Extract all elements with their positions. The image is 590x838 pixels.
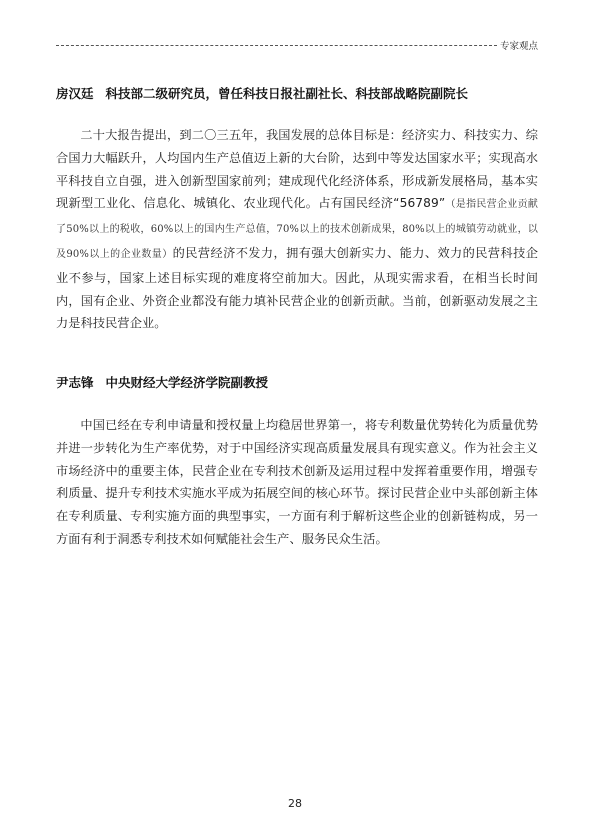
expert-name: 房汉廷 — [56, 86, 94, 101]
header-dashed-rule — [56, 45, 497, 46]
paragraph-text: 中国已经在专利申请量和授权量上均稳居世界第一，将专利数量优势转化为质量优势并进一步转化为生产率优势，对于中国经济实现高质量发展具有现实意义。作为社会主义市场经济中的重要主体，民营企业在专利技术创新及运用过程中发挥着重要作用，增强专利质量、提升专利技术实施水平成为拓展空间的核心环节。探讨民营企业中头部创新主体在专利质量、专利实施方面的典型事实，一方面有利于解析这些企业的创新链构成，另一方面有利于洞悉专利技术如何赋能社会生产、服务民众生活。 — [56, 418, 538, 546]
page-header — [56, 38, 538, 52]
expert-heading-1 — [56, 84, 468, 102]
paragraph-text: 的民营经济不发力，拥有强大创新实力、能力、效力的民营科技企业不参与，国家上述目标实现的难度将空前加大。因此，从现实需求看，在相当长时间内，国有企业、外资企业都没有能力填补民营企业的创新贡献。当前，创新驱动发展之主力是科技民营企业。 — [56, 245, 538, 331]
header-section-label: 专家观点 — [499, 41, 538, 52]
expert-paragraph-2 — [56, 414, 538, 551]
paragraph-text: 二十大报告提出，到二〇三五年，我国发展的总体目标是：经济实力、科技实力、综合国力大幅跃升，人均国内生产总值迈上新的大台阶，达到中等发达国家水平；实现高水平科技自立自强，进入创新型国家前列；建成现代化经济体系，形成新发展格局，基本实现新型工业化、信息化、城镇化、农业现代化。占有国民经济“56789” — [56, 128, 538, 211]
expert-title: 科技部二级研究员，曾任科技日报社副社长、科技部战略院副院长 — [105, 86, 469, 101]
expert-title: 中央财经大学经济学院副教授 — [105, 375, 269, 390]
page-number: 28 — [288, 797, 302, 810]
paragraph-note: （是指民营企业贡献了50%以上的税收，60%以上的国内生产总值，70%以上的技术创新成果，80%以上的城镇劳动就业，以及90%以上的企业数量） — [56, 199, 538, 260]
expert-paragraph-1 — [56, 124, 538, 335]
expert-name: 尹志锋 — [56, 375, 94, 390]
expert-heading-2 — [56, 373, 268, 391]
